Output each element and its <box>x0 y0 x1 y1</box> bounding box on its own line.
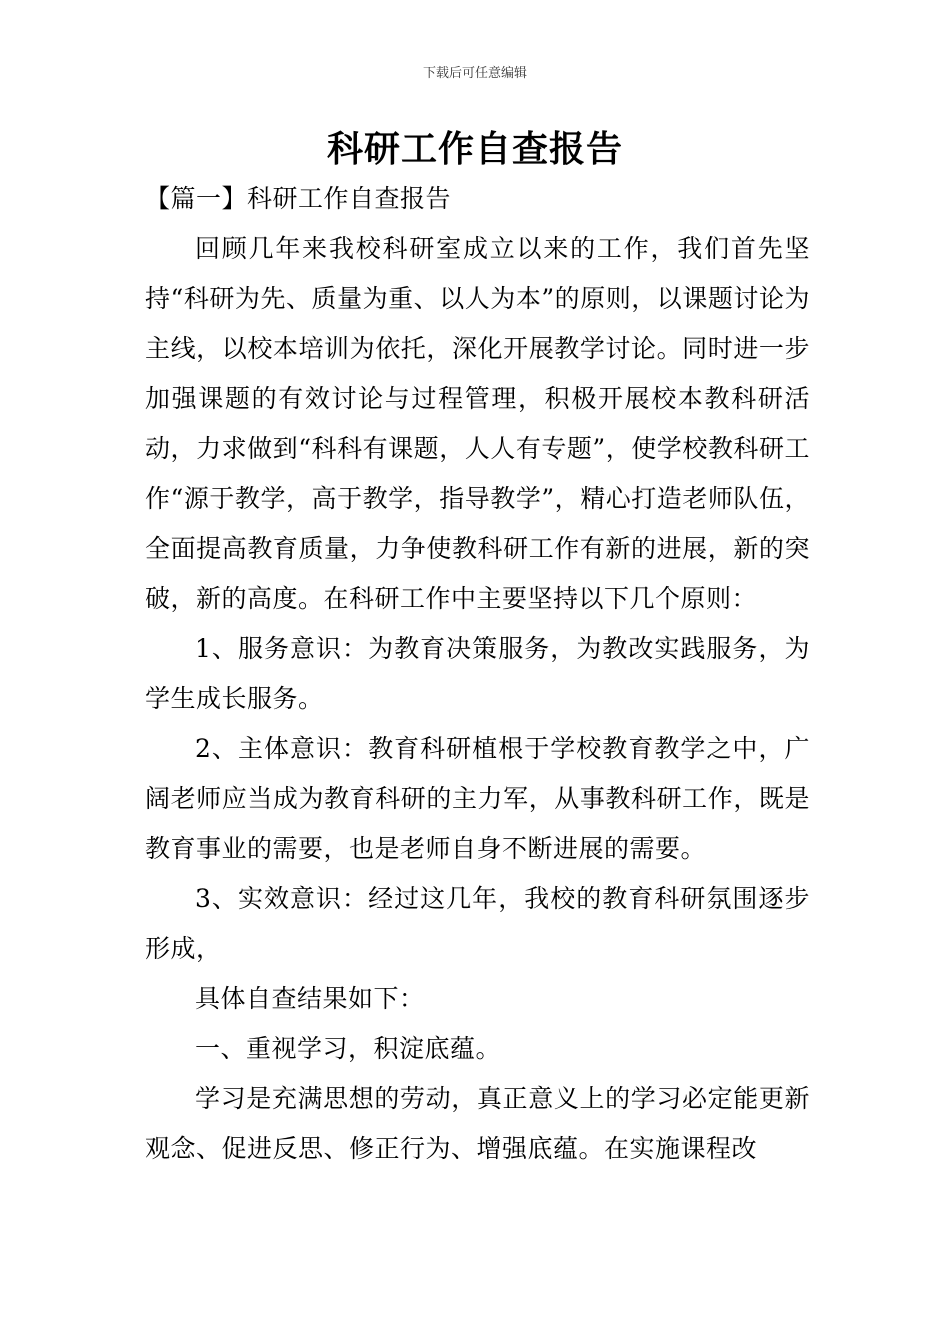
paragraph: 3、实效意识：经过这几年，我校的教育科研氛围逐步形成， <box>145 884 810 963</box>
paragraph: 一、重视学习，积淀底蕴。 <box>195 1034 502 1063</box>
document-title: 科研工作自查报告 <box>326 129 623 170</box>
paragraph: 回顾几年来我校科研室成立以来的工作，我们首先坚持“科研为先、质量为重、以人为本”的原则，以课题讨论为主线，以校本培训为依托，深化开展教学讨论。同时进一步加强课题的有效讨论与过程管理，积极开展校本教科研活动，力求做到“科科有课题，人人有专题”，使学校教科研工作“源于教学，高于教学，指导教学”，精心打造老师队伍，全面提高教育质量，力争使教科研工作有新的进展，新的突破，新的高度。在科研工作中主要坚持以下几个原则： <box>145 234 810 613</box>
paragraph: 2、主体意识：教育科研植根于学校教育教学之中，广阔老师应当成为教育科研的主力军，从事教科研工作，既是教育事业的需要，也是老师自身不断进展的需要。 <box>145 734 810 863</box>
paragraph: 学习是充满思想的劳动，真正意义上的学习必定能更新观念、促进反思、修正行为、增强底蕴。在实施课程改 <box>145 1084 810 1163</box>
paragraph: 具体自查结果如下： <box>195 984 425 1013</box>
paragraph: 1、服务意识：为教育决策服务，为教改实践服务，为学生成长服务。 <box>145 634 810 713</box>
document-body <box>145 174 810 1174</box>
section-heading: 【篇一】科研工作自查报告 <box>145 184 452 213</box>
header-note: 下载后可任意编辑 <box>422 66 527 81</box>
